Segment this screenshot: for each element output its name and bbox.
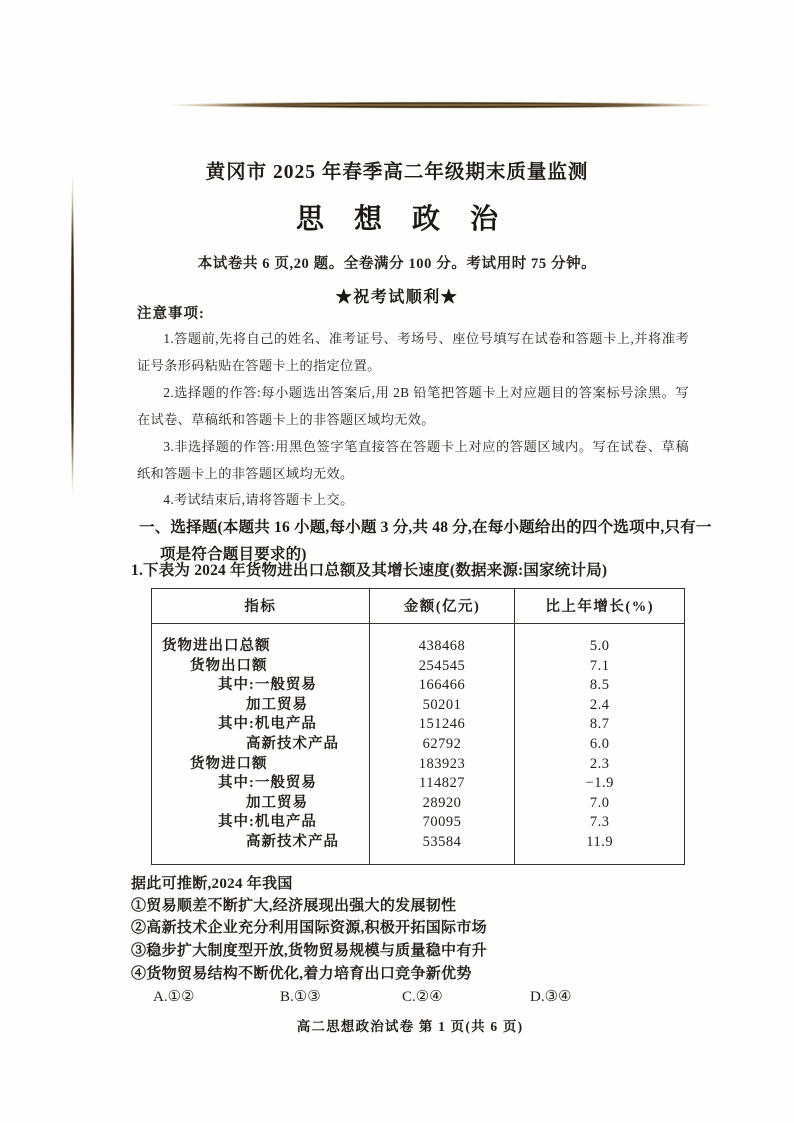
- table-row: [152, 735, 685, 755]
- scan-artifact-top-edge: [137, 97, 747, 112]
- amount-cell: 70095: [369, 813, 515, 833]
- exam-wish: ★祝考试顺利★: [335, 289, 459, 306]
- indicator-cell: 加工贸易: [246, 696, 308, 713]
- growth-cell: 6.0: [515, 735, 685, 755]
- subject-title: 思想政治: [295, 204, 528, 235]
- table-header-row: [152, 589, 685, 624]
- growth-cell: 2.4: [515, 696, 685, 716]
- question-1-statements: [131, 895, 693, 986]
- amount-cell: 166466: [369, 676, 515, 696]
- amount-cell: 183923: [369, 755, 515, 775]
- table-row: [152, 794, 685, 814]
- growth-cell: 7.0: [515, 794, 685, 814]
- paper-info: 本试卷共 6 页,20 题。全卷满分 100 分。考试用时 75 分钟。: [197, 256, 597, 272]
- table-row: [152, 696, 685, 716]
- table-row: [152, 774, 685, 794]
- notices-section: [137, 302, 689, 514]
- option-c: C.②④: [402, 988, 443, 1005]
- indicator-cell: 加工贸易: [246, 794, 308, 811]
- question-1: [131, 560, 693, 1009]
- trade-data-table: [151, 588, 685, 865]
- section-one-heading: 一、选择题(本题共 16 小题,每小题 3 分,共 48 分,在每小题给出的四个选项中,只有一项是符合题目要求的): [139, 519, 712, 563]
- table-row: [152, 624, 685, 657]
- table-row: [152, 755, 685, 775]
- option-d: D.③④: [530, 988, 572, 1005]
- page-footer: 高二思想政治试卷 第 1 页(共 6 页): [296, 1019, 524, 1034]
- amount-cell: 53584: [369, 833, 515, 864]
- masthead: [0, 156, 794, 307]
- amount-cell: 28920: [369, 794, 515, 814]
- amount-cell: 151246: [369, 715, 515, 735]
- question-1-stem: 1.下表为 2024 年货物进出口总额及其增长速度(数据来源:国家统计局): [131, 562, 608, 579]
- indicator-cell: 其中:机电产品: [218, 716, 317, 733]
- indicator-cell: 货物进口额: [190, 755, 268, 772]
- amount-cell: 62792: [369, 735, 515, 755]
- indicator-cell: 高新技术产品: [246, 735, 339, 752]
- statement-2: ②高新技术企业充分利用国际资源,积极开拓国际市场: [131, 920, 487, 937]
- indicator-cell: 其中:机电产品: [218, 814, 317, 831]
- indicator-cell: 其中:一般贸易: [218, 677, 317, 694]
- growth-cell: −1.9: [515, 774, 685, 794]
- notice-item-4: 4.考试结束后,请将答题卡上交。: [163, 492, 354, 508]
- notice-item-2: 2.选择题的作答:每小题选出答案后,用 2B 铅笔把答题卡上对应题目的答案标号涂黑。写在试卷、草稿纸和答题卡上的非答题区域均无效。: [137, 384, 689, 427]
- amount-cell: 438468: [369, 624, 515, 657]
- table-header-amount: 金额(亿元): [369, 589, 515, 624]
- indicator-cell: 货物出口额: [190, 657, 268, 674]
- statement-1: ①贸易顺差不断扩大,经济展现出强大的发展韧性: [131, 897, 457, 914]
- statement-4: ④货物贸易结构不断优化,着力培育出口竞争新优势: [131, 965, 472, 982]
- options-row: [131, 986, 693, 1009]
- exam-session-title: 黄冈市 2025 年春季高二年级期末质量监测: [205, 162, 589, 183]
- table-row: [152, 813, 685, 833]
- table-row: [152, 657, 685, 677]
- question-1-prompt: 据此可推断,2024 年我国: [131, 875, 293, 892]
- statement-3: ③稳步扩大制度型开放,货物贸易规模与质量稳中有升: [131, 943, 487, 960]
- option-b: B.①③: [280, 988, 321, 1005]
- table-header-indicator: 指标: [152, 589, 370, 624]
- notices-title: 注意事项:: [137, 306, 205, 322]
- notice-item-3: 3.非选择题的作答:用黑色签字笔直接答在答题卡上对应的答题区域内。写在试卷、草稿纸和答题卡上的非答题区域均无效。: [137, 438, 689, 481]
- table-row: [152, 715, 685, 735]
- growth-cell: 7.1: [515, 657, 685, 677]
- growth-cell: 5.0: [515, 624, 685, 657]
- growth-cell: 8.5: [515, 676, 685, 696]
- amount-cell: 50201: [369, 696, 515, 716]
- option-a: A.①②: [153, 988, 195, 1005]
- table-row: [152, 676, 685, 696]
- indicator-cell: 其中:一般贸易: [218, 775, 317, 792]
- table-row: [152, 833, 685, 864]
- growth-cell: 8.7: [515, 715, 685, 735]
- growth-cell: 2.3: [515, 755, 685, 775]
- amount-cell: 114827: [369, 774, 515, 794]
- table-header-growth: 比上年增长(%): [515, 589, 685, 624]
- indicator-cell: 货物进出口总额: [162, 638, 271, 654]
- amount-cell: 254545: [369, 657, 515, 677]
- growth-cell: 11.9: [515, 833, 685, 864]
- notice-item-1: 1.答题前,先将自己的姓名、准考证号、考场号、座位号填写在试卷和答题卡上,并将准考证号条形码粘贴在答题卡上的指定位置。: [137, 331, 689, 373]
- growth-cell: 7.3: [515, 813, 685, 833]
- indicator-cell: 高新技术产品: [246, 833, 339, 850]
